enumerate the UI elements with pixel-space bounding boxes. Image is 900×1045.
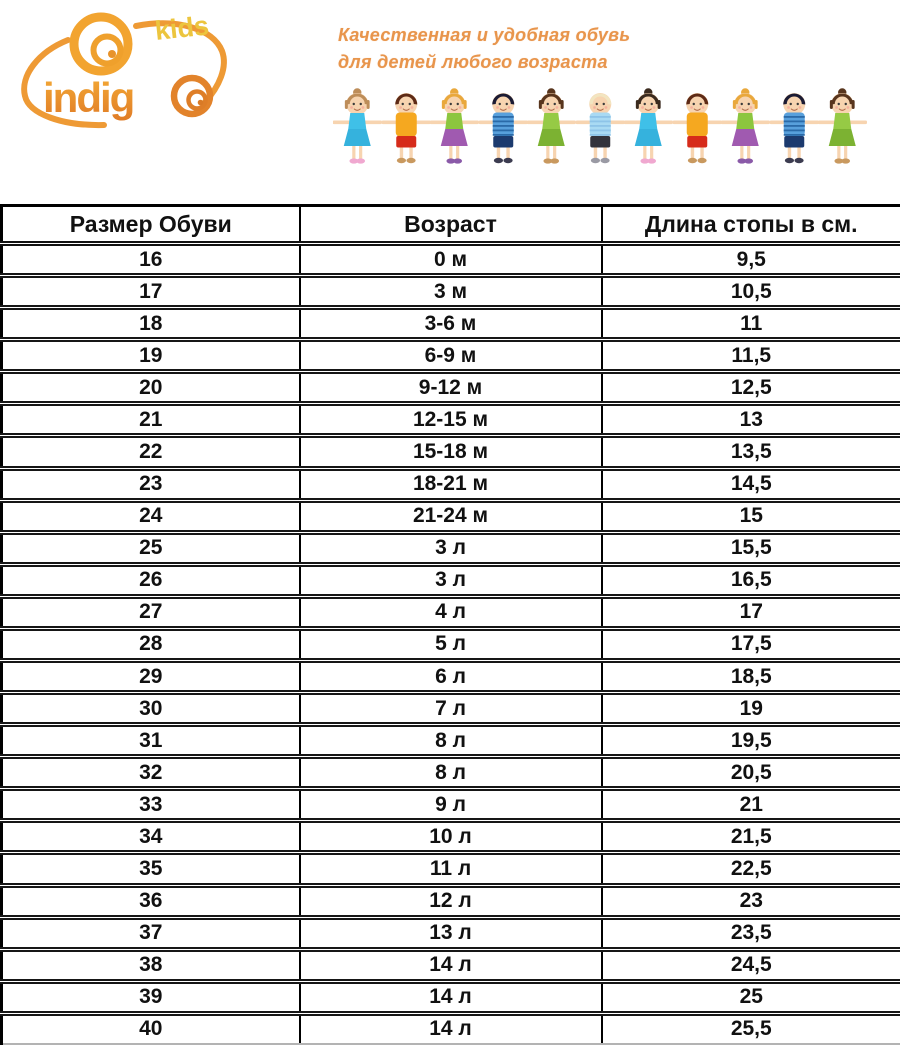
age-cell: 14 л [300, 1013, 602, 1044]
child-figure [721, 86, 770, 168]
logo-brand-word: indig [43, 74, 134, 121]
logo-o-spiral-icon [174, 78, 210, 114]
child-figure [576, 86, 625, 168]
age-cell: 10 л [300, 821, 602, 853]
table-row [2, 500, 900, 532]
logo-spiral-icon [74, 17, 128, 71]
age-cell: 13 л [300, 917, 602, 949]
age-cell: 5 л [300, 628, 602, 660]
age-cell: 12 л [300, 885, 602, 917]
shoe-size-cell: 17 [2, 276, 300, 308]
table-row [2, 308, 900, 340]
table-row [2, 244, 900, 276]
foot-length-cell: 13 [602, 404, 900, 436]
foot-length-cell: 15 [602, 500, 900, 532]
age-cell: 11 л [300, 853, 602, 885]
foot-length-cell: 14,5 [602, 468, 900, 500]
shoe-size-cell: 36 [2, 885, 300, 917]
foot-length-cell: 24,5 [602, 949, 900, 981]
foot-length-cell: 17 [602, 596, 900, 628]
table-row [2, 276, 900, 308]
age-cell: 4 л [300, 596, 602, 628]
table-header-row [2, 206, 900, 244]
foot-length-cell: 20,5 [602, 757, 900, 789]
logo-kids-text: kids [153, 10, 211, 46]
table-row [2, 468, 900, 500]
table-row [2, 404, 900, 436]
age-cell: 14 л [300, 981, 602, 1013]
shoe-size-cell: 19 [2, 340, 300, 372]
shoe-size-cell: 35 [2, 853, 300, 885]
shoe-size-cell: 16 [2, 244, 300, 276]
age-cell: 21-24 м [300, 500, 602, 532]
foot-length-cell: 22,5 [602, 853, 900, 885]
foot-length-cell: 12,5 [602, 372, 900, 404]
foot-length-cell: 19 [602, 693, 900, 725]
child-figure [333, 86, 382, 168]
shoe-size-cell: 38 [2, 949, 300, 981]
table-row [2, 853, 900, 885]
foot-length-cell: 10,5 [602, 276, 900, 308]
shoe-size-cell: 37 [2, 917, 300, 949]
table-row [2, 1013, 900, 1044]
shoe-size-cell: 20 [2, 372, 300, 404]
child-figure [770, 86, 819, 168]
age-cell: 15-18 м [300, 436, 602, 468]
age-cell: 3-6 м [300, 308, 602, 340]
shoe-size-cell: 27 [2, 596, 300, 628]
child-figure [624, 86, 673, 168]
age-cell: 12-15 м [300, 404, 602, 436]
shoe-size-cell: 34 [2, 821, 300, 853]
shoe-size-cell: 21 [2, 404, 300, 436]
shoe-size-cell: 25 [2, 532, 300, 564]
child-figure [382, 86, 431, 168]
shoe-size-cell: 26 [2, 564, 300, 596]
age-cell: 14 л [300, 949, 602, 981]
shoe-size-cell: 22 [2, 436, 300, 468]
header-shoe-size: Размер Обуви [2, 206, 300, 244]
child-figure [479, 86, 528, 168]
foot-length-cell: 23 [602, 885, 900, 917]
logo-brand-text [43, 74, 210, 121]
foot-length-cell: 16,5 [602, 564, 900, 596]
age-cell: 9-12 м [300, 372, 602, 404]
table-row [2, 628, 900, 660]
size-chart-table [0, 204, 900, 1045]
table-row [2, 661, 900, 693]
foot-length-cell: 18,5 [602, 661, 900, 693]
foot-length-cell: 21 [602, 789, 900, 821]
age-cell: 18-21 м [300, 468, 602, 500]
child-figure [673, 86, 722, 168]
table-row [2, 789, 900, 821]
shoe-size-cell: 29 [2, 661, 300, 693]
shoe-size-cell: 24 [2, 500, 300, 532]
table-row [2, 917, 900, 949]
age-cell: 3 л [300, 532, 602, 564]
table-row [2, 949, 900, 981]
children-illustration [333, 86, 867, 168]
foot-length-cell: 21,5 [602, 821, 900, 853]
shoe-size-cell: 33 [2, 789, 300, 821]
foot-length-cell: 13,5 [602, 436, 900, 468]
foot-length-cell: 17,5 [602, 628, 900, 660]
table-row [2, 885, 900, 917]
age-cell: 6 л [300, 661, 602, 693]
table-row [2, 532, 900, 564]
shoe-size-cell: 39 [2, 981, 300, 1013]
shoe-size-cell: 31 [2, 725, 300, 757]
foot-length-cell: 11 [602, 308, 900, 340]
foot-length-cell: 19,5 [602, 725, 900, 757]
tagline [338, 22, 630, 76]
table-row [2, 693, 900, 725]
shoe-size-cell: 18 [2, 308, 300, 340]
foot-length-cell: 11,5 [602, 340, 900, 372]
foot-length-cell: 25,5 [602, 1013, 900, 1044]
table-row [2, 564, 900, 596]
table-row [2, 372, 900, 404]
table-row [2, 436, 900, 468]
header-age: Возраст [300, 206, 602, 244]
age-cell: 9 л [300, 789, 602, 821]
child-figure [527, 86, 576, 168]
table-row [2, 821, 900, 853]
foot-length-cell: 9,5 [602, 244, 900, 276]
table-row [2, 340, 900, 372]
age-cell: 3 м [300, 276, 602, 308]
child-figure [818, 86, 867, 168]
shoe-size-cell: 30 [2, 693, 300, 725]
tagline-line-2: для детей любого возраста [338, 52, 608, 72]
age-cell: 8 л [300, 725, 602, 757]
table-row [2, 725, 900, 757]
child-figure [430, 86, 479, 168]
shoe-size-cell: 32 [2, 757, 300, 789]
tagline-line-1: Качественная и удобная обувь [338, 25, 631, 45]
shoe-size-cell: 23 [2, 468, 300, 500]
table-row [2, 596, 900, 628]
foot-length-cell: 23,5 [602, 917, 900, 949]
indigo-kids-logo [16, 4, 234, 142]
age-cell: 0 м [300, 244, 602, 276]
age-cell: 8 л [300, 757, 602, 789]
age-cell: 7 л [300, 693, 602, 725]
age-cell: 6-9 м [300, 340, 602, 372]
shoe-size-cell: 28 [2, 628, 300, 660]
foot-length-cell: 15,5 [602, 532, 900, 564]
age-cell: 3 л [300, 564, 602, 596]
table-row [2, 981, 900, 1013]
shoe-size-cell: 40 [2, 1013, 300, 1044]
table-row [2, 757, 900, 789]
header-foot-length: Длина стопы в см. [602, 206, 900, 244]
foot-length-cell: 25 [602, 981, 900, 1013]
